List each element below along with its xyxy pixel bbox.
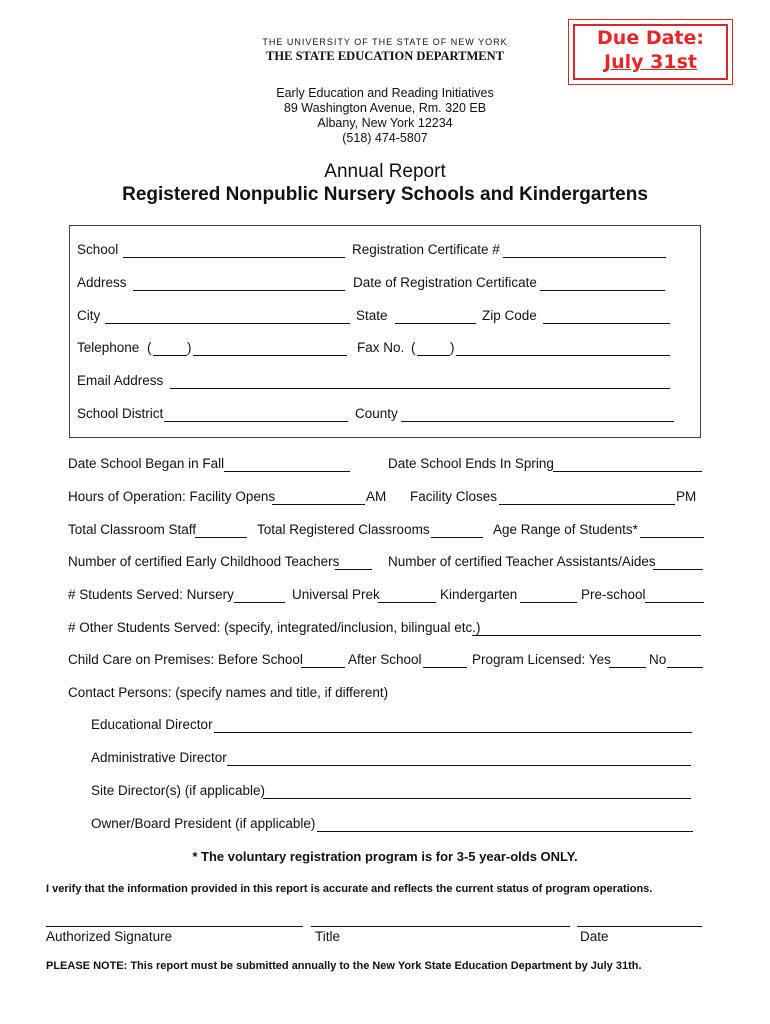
address-label: Address [77, 275, 127, 290]
after-label: After School [348, 652, 422, 667]
telephone-area-close: ) [187, 340, 192, 355]
other-label: # Other Students Served: (specify, integrated/inclusion, bilingual etc.) [68, 620, 481, 635]
please-note: PLEASE NOTE: This report must be submitted annually to the New York State Education Department by July 31th. [46, 960, 642, 972]
office-street: 89 Washington Avenue, Rm. 320 EB [283, 101, 487, 115]
district-label: School District [77, 406, 164, 421]
admin-dir-field[interactable] [227, 765, 691, 766]
address-field[interactable] [133, 290, 345, 291]
fax-area-close: ) [450, 340, 455, 355]
email-field[interactable] [170, 388, 670, 389]
reg-cert-field[interactable] [503, 257, 666, 258]
before-school-field[interactable] [301, 667, 345, 668]
university-name: THE UNIVERSITY OF THE STATE OF NEW YORK [262, 37, 508, 47]
department-name: THE STATE EDUCATION DEPARTMENT [266, 49, 504, 63]
pm-label: PM [676, 489, 697, 504]
ends-label: Date School Ends In Spring [388, 456, 554, 471]
after-school-field[interactable] [423, 667, 467, 668]
title-label: Title [315, 929, 341, 944]
due-date-box [568, 19, 733, 85]
telephone-field[interactable] [193, 355, 347, 356]
licensed-no-field[interactable] [667, 667, 703, 668]
ends-field[interactable] [553, 471, 702, 472]
fax-label: Fax No. [357, 340, 405, 355]
office-city: Albany, New York 12234 [317, 116, 453, 130]
date-reg-field[interactable] [540, 290, 665, 291]
site-dir-label: Site Director(s) (if applicable) [91, 783, 266, 798]
no-label: No [649, 652, 667, 667]
kinder-field[interactable] [520, 602, 577, 603]
contacts-label: Contact Persons: (specify names and title, if different) [68, 685, 389, 700]
began-field[interactable] [224, 471, 350, 472]
opens-field[interactable] [272, 504, 365, 505]
closes-field[interactable] [499, 504, 675, 505]
verify-statement: I verify that the information provided in this report is accurate and reflects the current status of program operations. [46, 883, 653, 895]
staff-field[interactable] [195, 537, 247, 538]
age-field[interactable] [640, 537, 704, 538]
site-dir-field[interactable] [263, 798, 691, 799]
school-field[interactable] [123, 257, 345, 258]
voluntary-note: * The voluntary registration program is for 3-5 year-olds ONLY. [192, 849, 578, 864]
signature-label: Authorized Signature [46, 929, 173, 944]
date-field[interactable] [577, 926, 702, 927]
county-label: County [355, 406, 398, 421]
office-name: Early Education and Reading Initiatives [276, 86, 494, 100]
date-label: Date [580, 929, 609, 944]
report-subtitle: Registered Nonpublic Nursery Schools and Kindergartens [122, 184, 648, 205]
school-label: School [77, 242, 119, 257]
fax-field[interactable] [456, 355, 670, 356]
zip-label: Zip Code [482, 308, 537, 323]
report-title: Annual Report [324, 161, 446, 182]
due-date-inner [573, 24, 728, 80]
due-date-value: July 31st [604, 51, 697, 73]
assistants-label: Number of certified Teacher Assistants/Aides [388, 554, 656, 569]
owner-label: Owner/Board President (if applicable) [91, 816, 316, 831]
signature-field[interactable] [46, 926, 303, 927]
hours-label: Hours of Operation: Facility Opens [68, 489, 276, 504]
prek-label: Universal Prek [292, 587, 380, 602]
fax-area-field[interactable] [417, 355, 450, 356]
city-label: City [77, 308, 101, 323]
staff-label: Total Classroom Staff [68, 522, 197, 537]
prek-field[interactable] [378, 602, 436, 603]
nursery-field[interactable] [234, 602, 285, 603]
licensed-yes-field[interactable] [609, 667, 646, 668]
city-field[interactable] [105, 323, 350, 324]
district-field[interactable] [164, 421, 348, 422]
email-label: Email Address [77, 373, 164, 388]
edu-dir-field[interactable] [214, 732, 692, 733]
due-date-label: Due Date: [597, 27, 704, 49]
fax-area-open: ( [411, 340, 416, 355]
classrooms-label: Total Registered Classrooms [257, 522, 430, 537]
date-reg-label: Date of Registration Certificate [353, 275, 537, 290]
closes-label: Facility Closes [410, 489, 498, 504]
telephone-area-open: ( [147, 340, 152, 355]
teachers-label: Number of certified Early Childhood Teachers [68, 554, 340, 569]
title-field[interactable] [311, 926, 570, 927]
telephone-area-field[interactable] [153, 355, 187, 356]
assistants-field[interactable] [653, 569, 703, 570]
zip-field[interactable] [543, 323, 670, 324]
county-field[interactable] [401, 421, 674, 422]
nursery-label: # Students Served: Nursery [68, 587, 234, 602]
childcare-label: Child Care on Premises: Before School [68, 652, 303, 667]
am-label: AM [366, 489, 387, 504]
preschool-field[interactable] [645, 602, 704, 603]
reg-cert-label: Registration Certificate # [352, 242, 500, 257]
office-phone: (518) 474-5807 [342, 131, 428, 145]
state-label: State [356, 308, 388, 323]
began-label: Date School Began in Fall [68, 456, 225, 471]
preschool-label: Pre-school [581, 587, 646, 602]
other-field[interactable] [472, 635, 701, 636]
state-field[interactable] [395, 323, 476, 324]
owner-field[interactable] [317, 831, 693, 832]
admin-dir-label: Administrative Director [91, 750, 227, 765]
edu-dir-label: Educational Director [91, 717, 213, 732]
licensed-label: Program Licensed: Yes [472, 652, 611, 667]
teachers-field[interactable] [335, 569, 372, 570]
telephone-label: Telephone [77, 340, 140, 355]
age-label: Age Range of Students* [493, 522, 638, 537]
kinder-label: Kindergarten [440, 587, 518, 602]
classrooms-field[interactable] [431, 537, 483, 538]
